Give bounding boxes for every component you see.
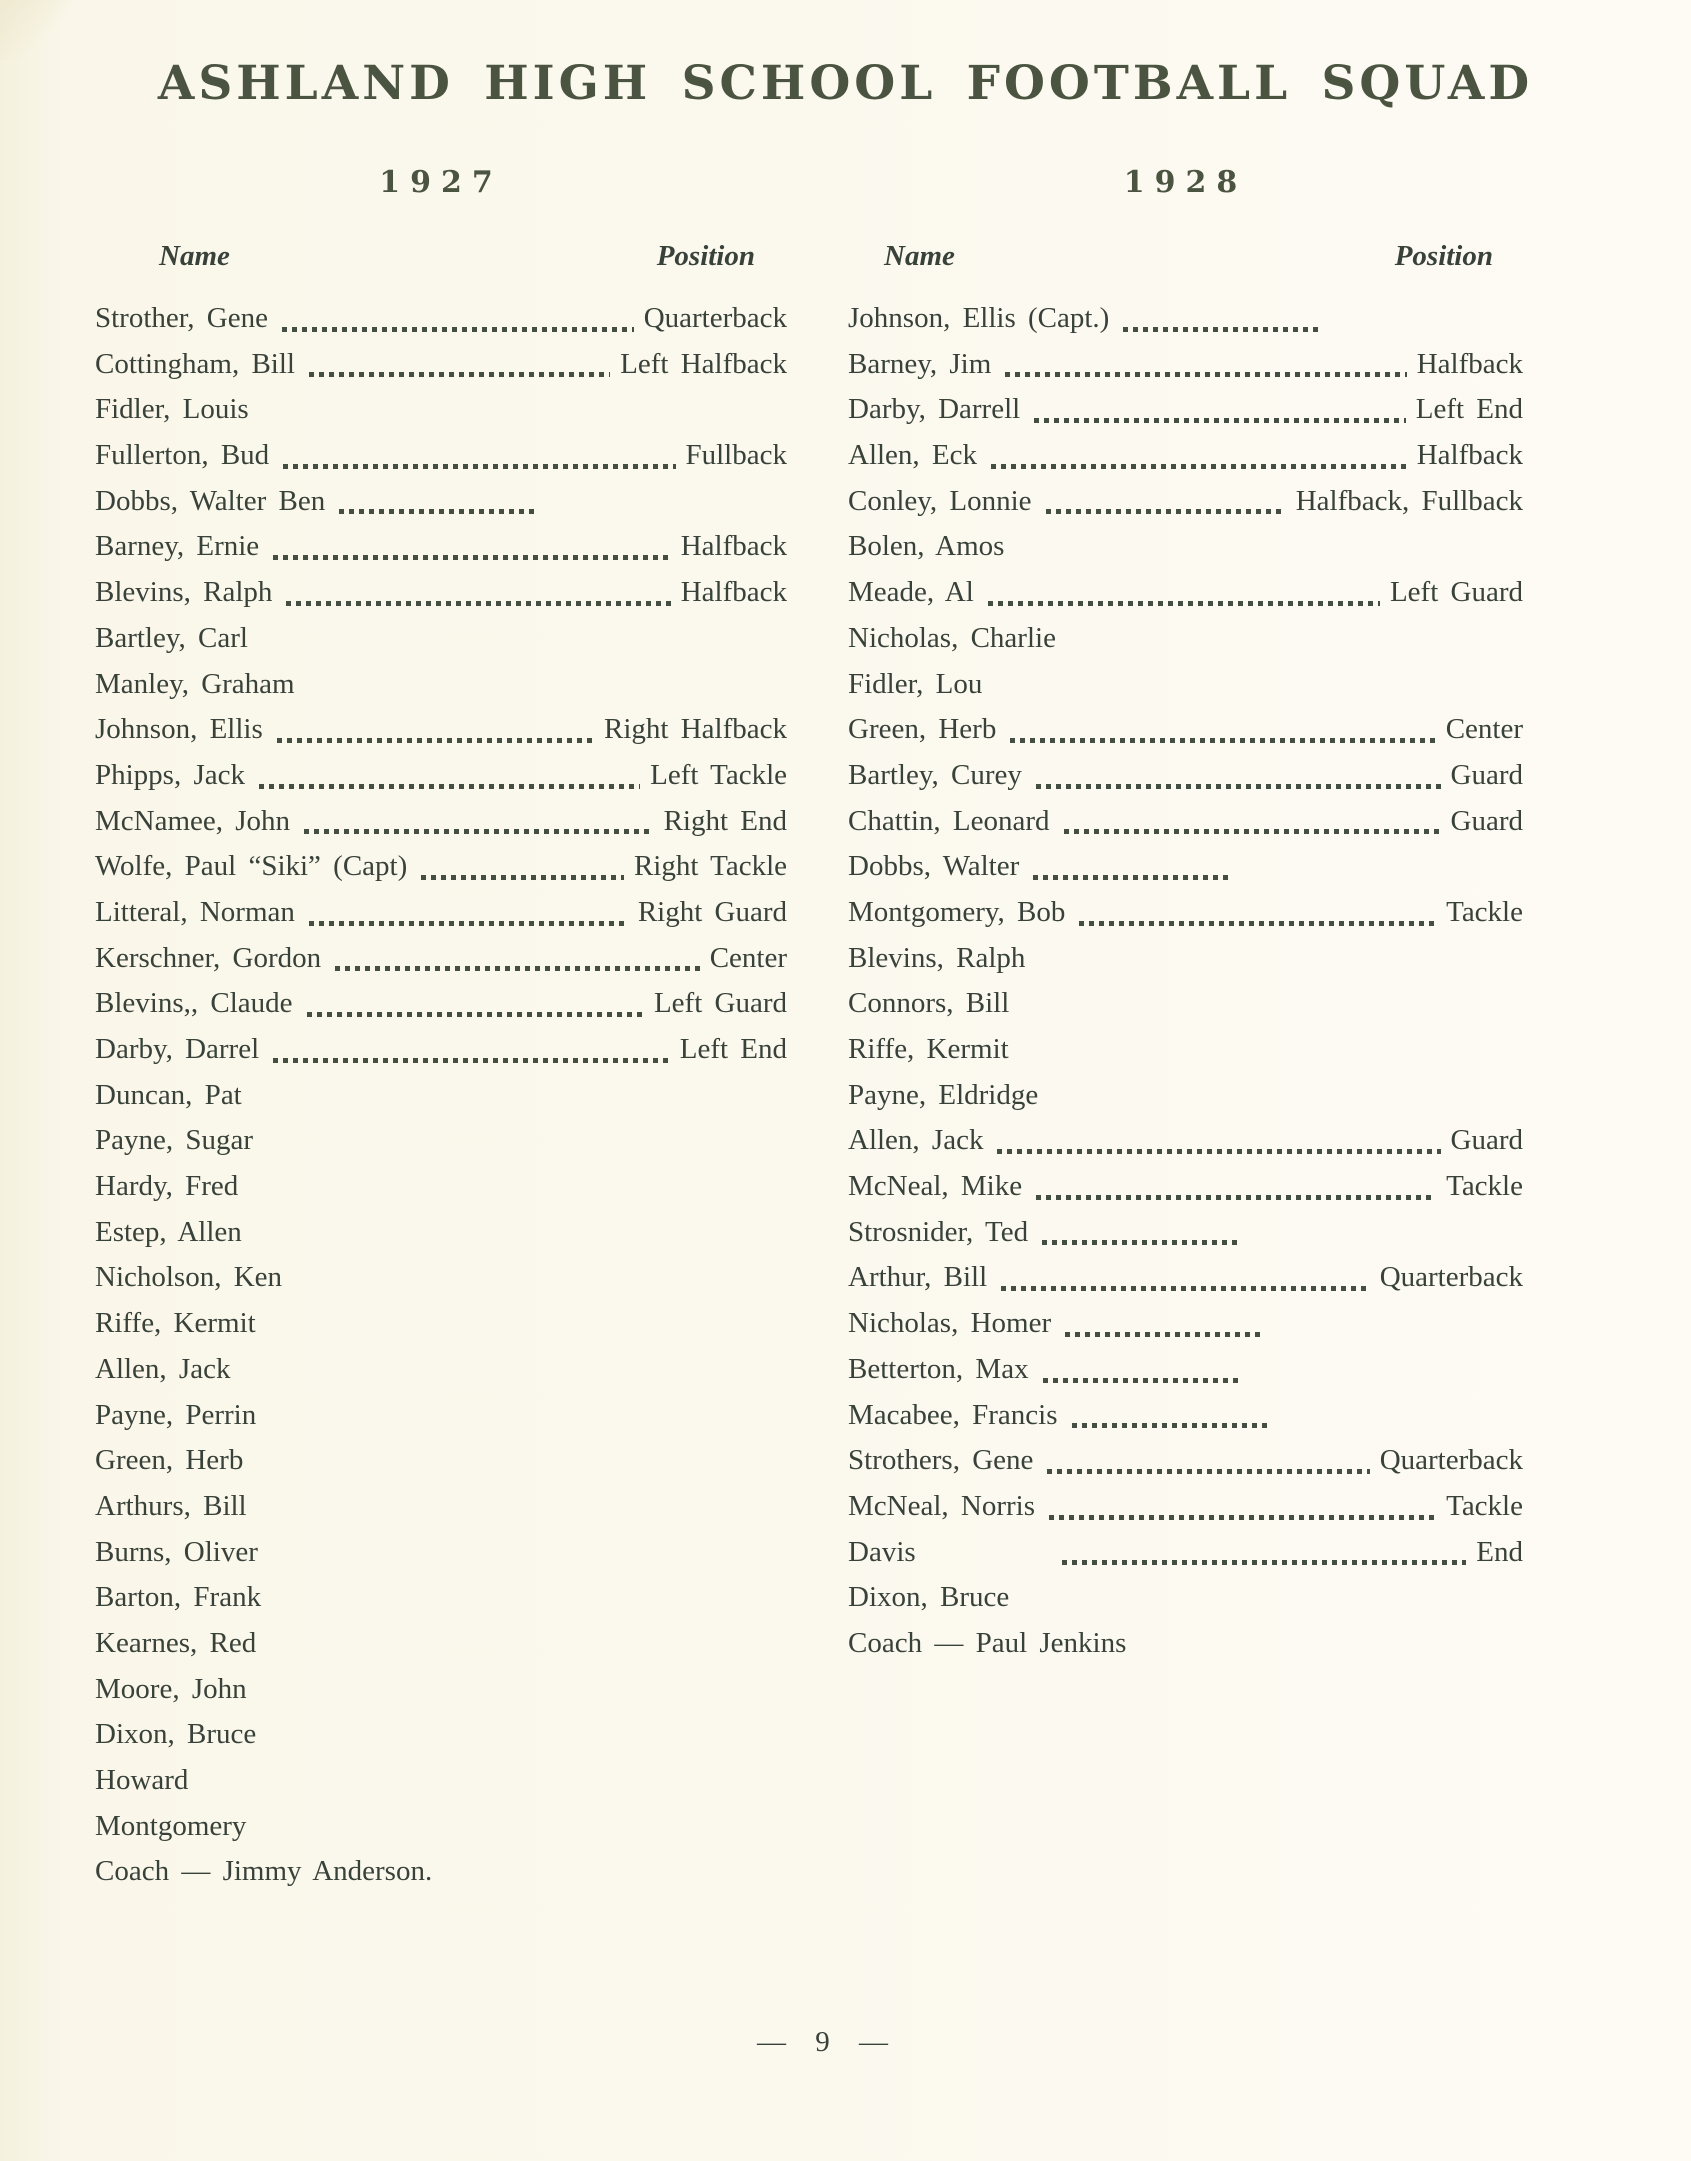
roster-row: [848, 1393, 1523, 1439]
player-name: Connors, Bill: [848, 987, 1010, 1020]
dotted-leader: [335, 966, 700, 971]
player-name: Blevins,, Claude: [95, 987, 293, 1020]
year-heading-1928: 1928: [1123, 165, 1248, 200]
player-name: Litteral, Norman: [95, 895, 295, 928]
player-name: Burns, Oliver: [95, 1535, 258, 1568]
player-name: Davis: [848, 1535, 916, 1568]
column-headers-1927: [95, 240, 787, 282]
roster-row: [848, 479, 1523, 525]
player-name: Blevins, Ralph: [848, 941, 1026, 974]
player-name: Riffe, Kermit: [848, 1033, 1009, 1065]
player-name: Riffe, Kermit: [95, 1307, 256, 1340]
dotted-leader: [1046, 509, 1286, 514]
roster-row: [95, 1301, 787, 1347]
player-name: Dobbs, Walter Ben: [95, 484, 326, 517]
player-position: Right Halfback: [604, 713, 787, 746]
player-name: McNamee, John: [95, 804, 291, 837]
roster-1928: [848, 296, 1523, 1667]
player-name: Chattin, Leonard: [848, 804, 1050, 837]
player-name: Meade, Al: [848, 576, 974, 609]
roster-row: [848, 616, 1523, 662]
player-name: Strother, Gene: [95, 302, 268, 334]
roster-row: [848, 1530, 1523, 1576]
player-name: Fidler, Lou: [848, 667, 983, 700]
dotted-leader: [282, 327, 634, 332]
player-name: Phipps, Jack: [95, 758, 245, 791]
dotted-leader: [286, 601, 670, 606]
player-name: Nicholas, Charlie: [848, 621, 1056, 654]
player-name: Strothers, Gene: [848, 1444, 1034, 1477]
roster-row: [848, 844, 1523, 890]
coach-row: [848, 1621, 1523, 1667]
player-position: Right End: [663, 804, 787, 837]
roster-row: [95, 662, 787, 708]
player-name: Arthur, Bill: [848, 1261, 988, 1294]
player-position: Right Guard: [637, 895, 787, 928]
player-position: Guard: [1450, 1124, 1523, 1157]
player-name: Wolfe, Paul “Siki” (Capt): [95, 850, 408, 883]
squad-1927: [95, 160, 787, 1895]
dotted-leader: [1062, 1560, 1466, 1565]
player-name: Cottingham, Bill: [95, 347, 295, 380]
player-position: Right Tackle: [633, 850, 787, 883]
roster-row: [95, 1804, 787, 1850]
player-position: Left End: [1415, 393, 1523, 426]
player-position: Halfback, Fullback: [1295, 484, 1523, 517]
player-name: Darby, Darrel: [95, 1033, 260, 1065]
roster-row: [848, 1073, 1523, 1119]
roster-row: [848, 524, 1523, 570]
player-name: Johnson, Ellis: [95, 713, 263, 746]
roster-row: [95, 981, 787, 1027]
player-name: Duncan, Pat: [95, 1078, 242, 1111]
roster-row: [95, 479, 787, 525]
dotted-leader: [273, 1058, 670, 1063]
roster-row: [95, 1073, 787, 1119]
roster-1927: [95, 296, 787, 1895]
roster-row: [848, 1255, 1523, 1301]
player-name: McNeal, Mike: [848, 1170, 1023, 1203]
roster-row: [848, 570, 1523, 616]
player-name: Bolen, Amos: [848, 530, 1005, 563]
roster-row: [95, 1712, 787, 1758]
player-name: Estep, Allen: [95, 1215, 242, 1248]
roster-row: [95, 1484, 787, 1530]
dotted-leader: [1049, 1515, 1436, 1520]
player-name: Green, Herb: [95, 1444, 244, 1477]
roster-row: [848, 1347, 1523, 1393]
player-name: Strosnider, Ted: [848, 1215, 1029, 1248]
roster-row: [848, 707, 1523, 753]
position-column-header: Position: [1394, 240, 1493, 272]
roster-row: [848, 296, 1523, 342]
roster-row: [95, 616, 787, 662]
player-position: End: [1476, 1535, 1523, 1568]
name-column-header: Name: [884, 240, 955, 272]
roster-row: [95, 890, 787, 936]
player-name: Payne, Sugar: [95, 1124, 254, 1157]
dotted-leader: [1042, 1240, 1237, 1245]
roster-row: [848, 433, 1523, 479]
roster-row: [848, 342, 1523, 388]
player-position: Quarterback: [1379, 1444, 1523, 1477]
page-title: ASHLAND HIGH SCHOOL FOOTBALL SQUAD: [157, 56, 1534, 111]
roster-row: [95, 1530, 787, 1576]
dotted-leader: [1001, 1286, 1370, 1291]
player-position: Fullback: [685, 439, 787, 472]
player-position: Halfback: [1416, 439, 1523, 472]
player-name: Dixon, Bruce: [95, 1718, 257, 1751]
position-column-header: Position: [656, 240, 755, 272]
roster-row: [95, 753, 787, 799]
roster-row: [95, 387, 787, 433]
roster-row: [848, 1118, 1523, 1164]
player-name: McNeal, Norris: [848, 1489, 1036, 1522]
player-position: Left Tackle: [650, 758, 787, 791]
dotted-leader: [1033, 875, 1228, 880]
roster-row: [95, 1347, 787, 1393]
player-position: Quarterback: [1379, 1261, 1523, 1294]
roster-row: [848, 387, 1523, 433]
dotted-leader: [1036, 1195, 1436, 1200]
player-name: Dixon, Bruce: [848, 1581, 1010, 1614]
player-position: Left Halfback: [620, 347, 787, 380]
player-name: Moore, John: [95, 1672, 247, 1705]
roster-row: [95, 1393, 787, 1439]
roster-row: [95, 799, 787, 845]
dotted-leader: [273, 555, 671, 560]
dotted-leader: [259, 784, 640, 789]
roster-row: [95, 936, 787, 982]
player-name: Nicholas, Homer: [848, 1307, 1052, 1340]
roster-row: [95, 1255, 787, 1301]
dotted-leader: [304, 829, 654, 834]
player-name: Arthurs, Bill: [95, 1489, 247, 1522]
player-position: Left End: [679, 1033, 787, 1065]
year-heading-1927: 1927: [379, 165, 503, 200]
player-name: Bartley, Curey: [848, 758, 1022, 791]
dotted-leader: [277, 738, 594, 743]
dotted-leader: [307, 1012, 644, 1017]
roster-row: [95, 342, 787, 388]
player-name: Payne, Perrin: [95, 1398, 257, 1431]
column-headers-1928: [848, 240, 1523, 282]
player-name: Manley, Graham: [95, 667, 295, 700]
roster-row: [95, 707, 787, 753]
dotted-leader: [1064, 829, 1441, 834]
player-name: Payne, Eldridge: [848, 1078, 1039, 1111]
dotted-leader: [421, 875, 624, 880]
player-name: Allen, Eck: [848, 439, 978, 472]
player-position: Tackle: [1446, 1489, 1523, 1522]
roster-row: [95, 1118, 787, 1164]
player-position: Left Guard: [653, 987, 787, 1020]
dotted-leader: [309, 921, 628, 926]
player-position: Halfback: [680, 530, 787, 563]
roster-row: [848, 1575, 1523, 1621]
player-name: Kearnes, Red: [95, 1626, 257, 1659]
roster-row: [848, 981, 1523, 1027]
dotted-leader: [1043, 1378, 1238, 1383]
player-position: Center: [1445, 713, 1523, 746]
player-name: Allen, Jack: [848, 1124, 984, 1157]
roster-row: [848, 1027, 1523, 1073]
player-name: Fidler, Louis: [95, 393, 249, 426]
player-name: Montgomery: [95, 1809, 247, 1842]
player-name: Macabee, Francis: [848, 1398, 1058, 1431]
player-position: Tackle: [1446, 895, 1523, 928]
dotted-leader: [339, 509, 534, 514]
dotted-leader: [1072, 1423, 1267, 1428]
dotted-leader: [1036, 784, 1441, 789]
dotted-leader: [283, 464, 675, 469]
roster-row: [848, 1438, 1523, 1484]
coach-row: [95, 1849, 787, 1895]
player-name: Bartley, Carl: [95, 621, 248, 654]
roster-row: [95, 844, 787, 890]
player-position: Center: [709, 941, 787, 974]
player-name: Blevins, Ralph: [95, 576, 273, 609]
player-name: Barton, Frank: [95, 1581, 262, 1614]
player-position: Guard: [1450, 758, 1523, 791]
page-number: — 9 —: [757, 2026, 888, 2058]
player-position: Halfback: [1416, 347, 1523, 380]
player-position: Quarterback: [643, 302, 787, 334]
dotted-leader: [309, 372, 610, 377]
roster-row: [95, 570, 787, 616]
dotted-leader: [1005, 372, 1406, 377]
roster-row: [848, 936, 1523, 982]
player-name: Hardy, Fred: [95, 1170, 239, 1203]
player-position: Left Guard: [1389, 576, 1523, 609]
roster-row: [848, 1164, 1523, 1210]
player-name: Kerschner, Gordon: [95, 941, 322, 974]
roster-row: [848, 799, 1523, 845]
dotted-leader: [1123, 327, 1318, 332]
player-name: Conley, Lonnie: [848, 484, 1032, 517]
player-name: Green, Herb: [848, 713, 997, 746]
player-name: Dobbs, Walter: [848, 850, 1020, 883]
player-name: Montgomery, Bob: [848, 895, 1066, 928]
player-position: Guard: [1450, 804, 1523, 837]
dotted-leader: [1047, 1469, 1369, 1474]
player-name: Barney, Jim: [848, 347, 992, 380]
dotted-leader: [988, 601, 1380, 606]
player-name: Johnson, Ellis (Capt.): [848, 302, 1110, 334]
roster-row: [95, 296, 787, 342]
dotted-leader: [991, 464, 1407, 469]
dotted-leader: [1079, 921, 1436, 926]
player-name: Fullerton, Bud: [95, 439, 270, 472]
name-column-header: Name: [159, 240, 230, 272]
dotted-leader: [1065, 1332, 1260, 1337]
roster-row: [95, 1667, 787, 1713]
roster-row: [95, 1164, 787, 1210]
player-position: Tackle: [1446, 1170, 1523, 1203]
roster-row: [95, 1575, 787, 1621]
roster-row: [848, 890, 1523, 936]
dotted-leader: [1034, 418, 1406, 423]
roster-row: [848, 1301, 1523, 1347]
squad-1928: [848, 160, 1523, 1667]
player-name: Darby, Darrell: [848, 393, 1021, 426]
player-name: Allen, Jack: [95, 1352, 231, 1385]
player-name: Nicholson, Ken: [95, 1261, 283, 1294]
roster-row: [848, 662, 1523, 708]
roster-row: [95, 1210, 787, 1256]
player-name: Betterton, Max: [848, 1352, 1029, 1385]
roster-row: [95, 524, 787, 570]
roster-row: [848, 1210, 1523, 1256]
roster-row: [848, 753, 1523, 799]
player-name: Howard: [95, 1764, 189, 1796]
player-position: Halfback: [680, 576, 787, 609]
roster-row: [848, 1484, 1523, 1530]
roster-row: [95, 1758, 787, 1804]
roster-row: [95, 1438, 787, 1484]
roster-row: [95, 1621, 787, 1667]
player-name: Barney, Ernie: [95, 530, 260, 563]
dotted-leader: [997, 1149, 1440, 1154]
roster-row: [95, 433, 787, 479]
coach-name: Coach — Jimmy Anderson.: [95, 1855, 433, 1888]
roster-row: [95, 1027, 787, 1073]
coach-name: Coach — Paul Jenkins: [848, 1626, 1127, 1659]
dotted-leader: [1010, 738, 1435, 743]
